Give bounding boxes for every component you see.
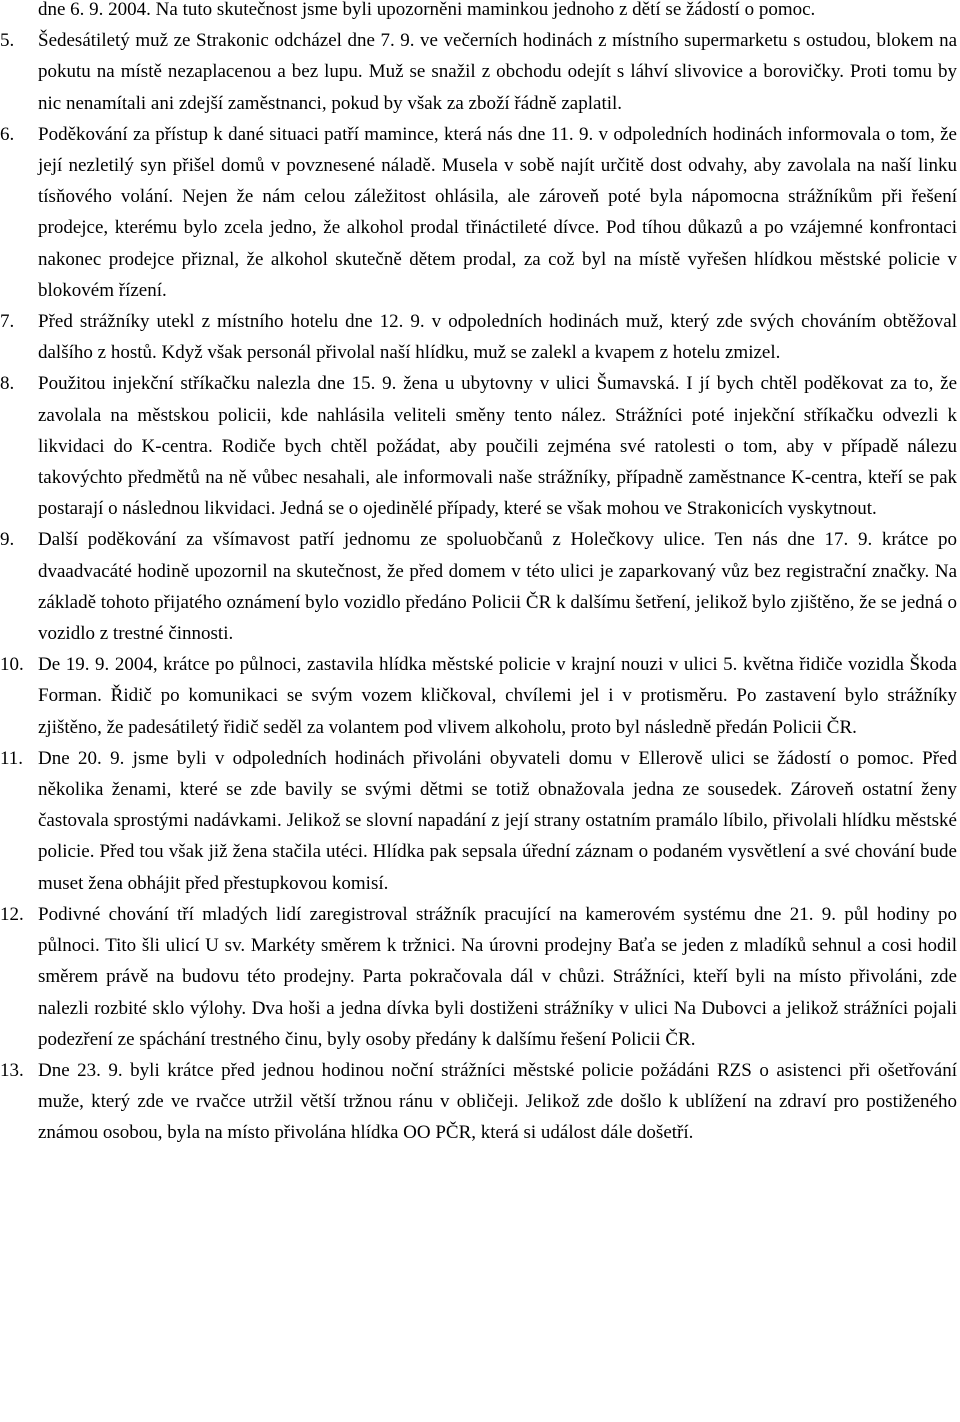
list-item (0, 649, 957, 743)
item-text: Podivné chování tří mladých lidí zaregistroval strážník pracující na kamerovém systému dne 21. 9. půl hodiny po půlnoci. Tito šli ulicí U sv. Markéty směrem k tržnici. Na úrovni prodejny Baťa se jeden z mladíků sehnul a cosi hodil směrem právě na budovu této prodejny. Parta pokračovala dál v chůzi. Strážníci, kteří byli na místo přivoláni, zde nalezli rozbité sklo výlohy. Dva hoši a jedna dívka byli dostiženi strážníky v ulici Na Dubovci a jelikož strážníci pojali podezření ze spáchání trestného činu, byly osoby předány k dalšímu řešení Policii ČR. (38, 903, 957, 1050)
item-text: Šedesátiletý muž ze Strakonic odcházel dne 7. 9. ve večerních hodinách z místního supermarketu s ostudou, blokem na pokutu na místě nezaplacenou a bez lupu. Muž se snažil z obchodu odejít s láhví slivovice a borovičky. Proti tomu by nic nenamítali ani zdejší zaměstnanci, pokud by však za zboží řádně zaplatil. (38, 30, 957, 114)
item-number: 10. (0, 654, 24, 676)
item-number: 6. (0, 123, 15, 145)
item-number: 9. (0, 529, 15, 551)
list-item (0, 524, 957, 649)
item-number: 13. (0, 1059, 24, 1081)
list-item (0, 119, 957, 306)
item-text: Před strážníky utekl z místního hotelu dne 12. 9. v odpoledních hodinách muž, který zde svých chováním obtěžoval dalšího z hostů. Když však personál přivolal naší hlídku, muž se zalekl a kvapem z hotelu zmizel. (38, 311, 957, 364)
item-number: 11. (0, 747, 24, 769)
intro-paragraph (0, 0, 957, 25)
list-item (0, 743, 957, 899)
list-item (0, 1055, 957, 1149)
item-text: De 19. 9. 2004, krátce po půlnoci, zastavila hlídka městské policie v krajní nouzi v ulici 5. května řidiče vozidla Škoda Forman. Řidič po komunikaci se svým vozem kličkoval, chvílemi jel i v protisměru. Po zastavení bylo strážníky zjištěno, že padesátiletý řidič seděl za volantem pod vlivem alkoholu, proto byl následně předán Policii ČR. (38, 654, 957, 738)
item-text: Použitou injekční stříkačku nalezla dne 15. 9. žena u ubytovny v ulici Šumavská. I jí bych chtěl poděkovat za to, že zavolala na městskou policii, kde nahlásila veliteli směny tento nález. Strážníci poté injekční stříkačku odvezli k likvidaci do K-centra. Rodiče bych chtěl požádat, aby poučili zejména své ratolesti o tom, aby v případě nálezu takovýchto předmětů na ně vůbec nesahali, ale informovali naše strážníky, případně zaměstnance K-centra, kteří se pak postarají o následnou likvidaci. Jedná se o ojedinělé případy, které se však mohou ve Strakonicích vyskytnout. (38, 373, 957, 520)
item-number: 5. (0, 30, 15, 52)
item-text: Další poděkování za všímavost patří jednomu ze spoluobčanů z Holečkovy ulice. Ten nás dne 17. 9. krátce po dvaadvacáté hodině upozornil na skutečnost, že před domem v této ulici je zaparkovaný vůz bez registrační značky. Na základě tohoto přijatého oznámení bylo vozidlo předáno Policii ČR k dalšímu šetření, jelikož bylo zjištěno, že se jedná o vozidlo z trestné činnosti. (38, 529, 957, 645)
item-number: 8. (0, 373, 15, 395)
paragraph-text: dne 6. 9. 2004. Na tuto skutečnost jsme byli upozorněni maminkou jednoho z dětí se žádostí o pomoc. (38, 0, 816, 20)
list-item (0, 899, 957, 1055)
list-item (0, 25, 957, 119)
item-text: Dne 23. 9. byli krátce před jednou hodinou noční strážníci městské policie požádáni RZS o asistenci při ošetřování muže, který zde ve rvačce utržil větší tržnou ránu v obličeji. Jelikož zde došlo k ublížení na zdraví pro postiženého známou osobou, byla na místo přivolána hlídka OO PČR, která si událost dále došetří. (38, 1059, 957, 1144)
item-number: 7. (0, 311, 15, 333)
item-text: Dne 20. 9. jsme byli v odpoledních hodinách přivoláni obyvateli domu v Ellerově ulici se žádostí o pomoc. Před několika ženami, které se zde bavily se svými dětmi se totiž obnažovala jedna ze sousedek. Zároveň ostatní ženy častovala sprostými nadávkami. Jelikož se slovní napadání z její strany ostatním pramálo líbilo, přivolali hlídku městské policie. Před tou však již žena stačila utéci. Hlídka pak sepsala úřední záznam o podaném vysvětlení a své chování bude muset žena obhájit před přestupkovou komisí. (38, 747, 957, 894)
list-item (0, 306, 957, 368)
item-number: 12. (0, 903, 24, 925)
item-text: Poděkování za přístup k dané situaci patří mamince, která nás dne 11. 9. v odpoledních hodinách informovala o tom, že její nezletilý syn přišel domů v povznesené náladě. Musela v sobě najít určitě dost odvahy, aby zavolala na naší linku tísňového volání. Nejen že nám celou záležitost ohlásila, ale zároveň poté byla nápomocna strážníkům při řešení prodejce, kterému bylo zcela jedno, že alkohol prodal třináctileté dívce. Pod tíhou důkazů a po vzájemné konfrontaci nakonec prodejce přiznal, že alkohol skutečně dětem prodal, za což byl na místě vyřešen hlídkou městské policie v blokovém řízení. (38, 123, 957, 301)
list-item (0, 368, 957, 524)
